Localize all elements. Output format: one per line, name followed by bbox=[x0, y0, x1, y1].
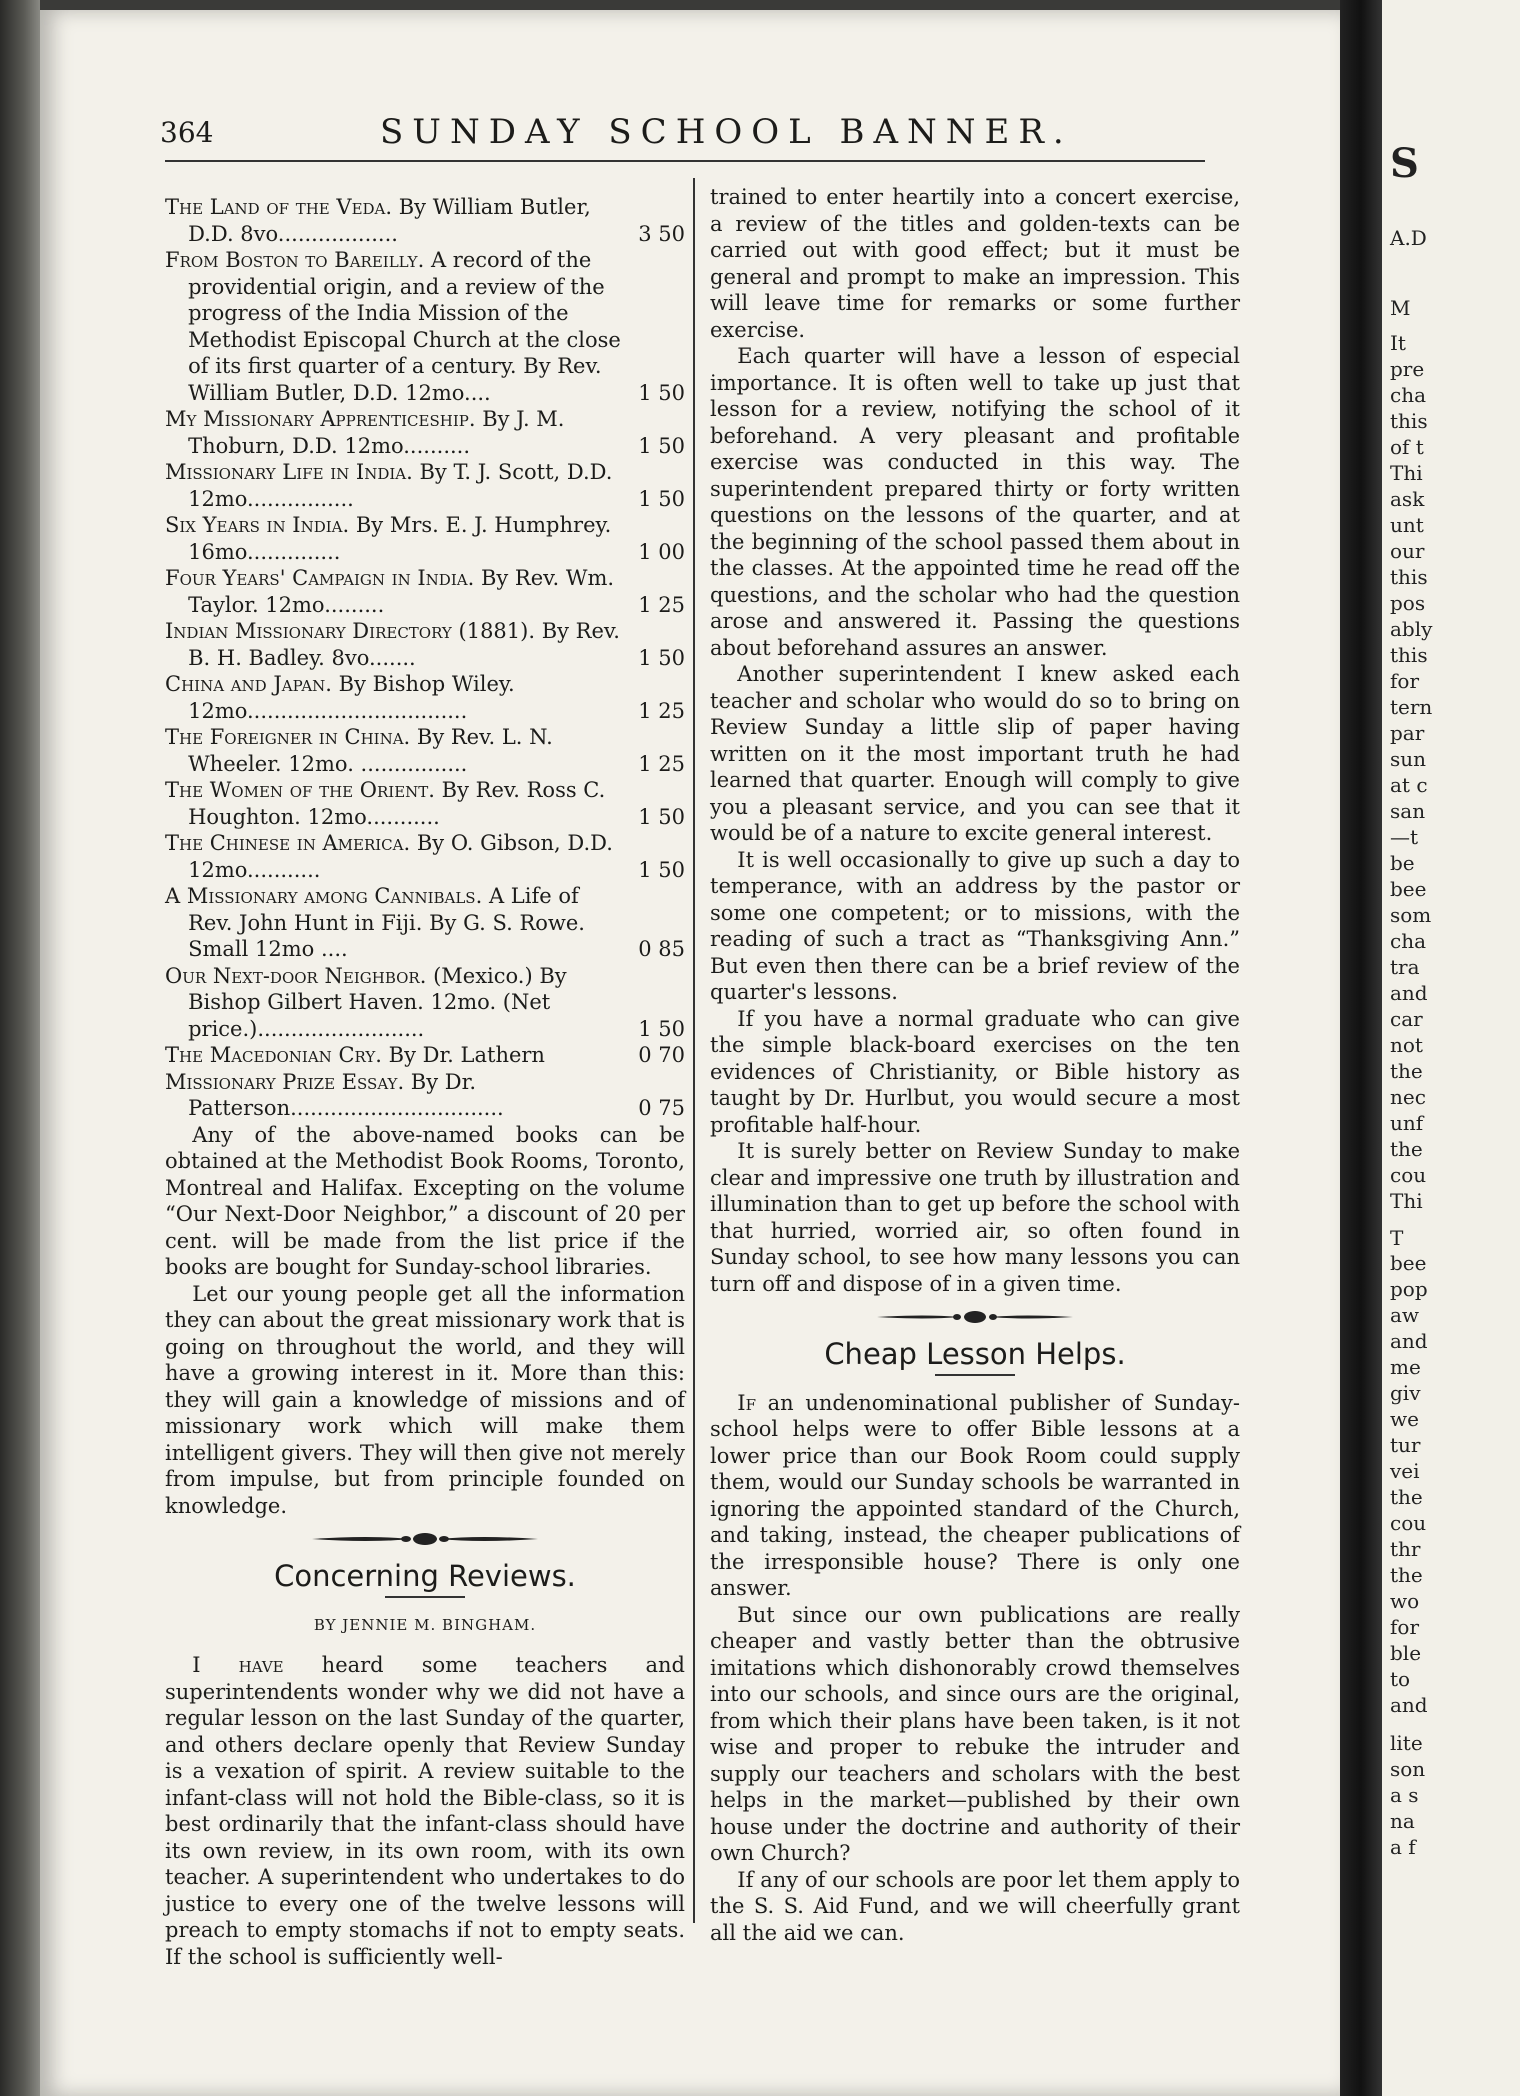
left-column bbox=[165, 194, 685, 1970]
facing-page-fragment: unf bbox=[1390, 1111, 1424, 1135]
book-details: By Dr. Lathern bbox=[381, 1043, 545, 1067]
book-price: 1 25 bbox=[638, 751, 685, 776]
book-details: By William Butler, D.D. 8vo.................. bbox=[188, 195, 591, 246]
facing-page-fragment: pos bbox=[1390, 591, 1426, 615]
book-details: By Bishop Wiley. 12mo................................. bbox=[188, 672, 515, 723]
paragraph: If any of our schools are poor let them apply to the S. S. Aid Fund, and we will cheerfully grant all the aid we can. bbox=[710, 1867, 1240, 1945]
book-description bbox=[165, 1069, 625, 1122]
page-header bbox=[160, 110, 1160, 160]
book-title: Missionary Life in India. bbox=[165, 460, 413, 484]
facing-page-fragment: som bbox=[1390, 903, 1432, 927]
lead-words: If bbox=[737, 1390, 756, 1415]
facing-page-fragment: our bbox=[1390, 539, 1425, 563]
facing-page-fragment: and bbox=[1390, 981, 1428, 1005]
paragraph: Let our young people get all the information they can about the great missionary work that is going on throughout the world, and they will have a growing interest in it. More than this: they will gain a knowledge of missions and of missionary work which will make them intelligent givers. They will then give not merely from impulse, but from principle founded on knowledge. bbox=[165, 1281, 685, 1518]
ornament-icon bbox=[875, 1307, 1075, 1327]
facing-page-fragment: cou bbox=[1390, 1511, 1427, 1535]
book-title: A Missionary among Cannibals. bbox=[165, 884, 483, 908]
facing-page-fragment: this bbox=[1390, 409, 1428, 433]
facing-page-fragment: at c bbox=[1390, 773, 1428, 797]
facing-page-fragment: T bbox=[1390, 1226, 1404, 1250]
book-description bbox=[165, 459, 625, 512]
book-price: 1 25 bbox=[638, 592, 685, 617]
facing-page-fragment: and bbox=[1390, 1693, 1428, 1717]
facing-page-fragment: ably bbox=[1390, 617, 1433, 641]
book-description bbox=[165, 565, 625, 618]
facing-page-fragment: tern bbox=[1390, 695, 1433, 719]
paragraph: Another superintendent I knew asked each teacher and scholar who would do so to bring on Review Sunday a little slip of paper having written on it the most important truth he had learned that quarter. Enough will comply to give you a pleasant service, and you can see that it would be of a nature to excite general interest. bbox=[710, 662, 1240, 845]
facing-page-fragment: It bbox=[1390, 331, 1406, 355]
facing-page-fragment: aw bbox=[1390, 1303, 1420, 1327]
book-description bbox=[165, 671, 625, 724]
facing-page-fragment: ask bbox=[1390, 487, 1425, 511]
book-description bbox=[165, 406, 625, 459]
book-entry bbox=[165, 724, 685, 777]
facing-page-fragment: cha bbox=[1390, 929, 1427, 953]
facing-page-fragment: tur bbox=[1390, 1433, 1421, 1457]
facing-page-fragment: son bbox=[1390, 1757, 1426, 1781]
book-spine bbox=[0, 0, 40, 2096]
section-title: Concerning Reviews. bbox=[274, 1559, 576, 1593]
facing-page-fragment: the bbox=[1390, 1563, 1423, 1587]
paragraph: But since our own publications are really cheaper and vastly better than the obtrusive imitations which dishonorably crowd themselves into our schools, and since ours are the original, from which their plans have been taken, is it not wise and proper to rebuke the intruder and supply our teachers and scholars with the best helps in the market—published by their own house under the doctrine and authority of their own Church? bbox=[710, 1602, 1240, 1865]
book-price: 1 50 bbox=[638, 433, 685, 458]
facing-page-fragment: we bbox=[1390, 1407, 1419, 1431]
book-title: My Missionary Apprenticeship. bbox=[165, 407, 476, 431]
book-price: 0 85 bbox=[638, 937, 685, 961]
facing-page-fragment: this bbox=[1390, 643, 1428, 667]
book-entry bbox=[165, 883, 685, 963]
paragraph bbox=[165, 1652, 685, 1970]
facing-page bbox=[1382, 0, 1520, 2096]
book-price: 1 50 bbox=[638, 804, 685, 829]
page-number: 364 bbox=[160, 116, 214, 149]
book-description bbox=[165, 724, 625, 777]
facing-page-fragment: this bbox=[1390, 565, 1428, 589]
book-price: 1 50 bbox=[638, 486, 685, 511]
book-entry bbox=[165, 565, 685, 618]
book-title: Missionary Prize Essay. bbox=[165, 1069, 405, 1094]
paragraph: Each quarter will have a lesson of especial importance. It is often well to take up just that lesson for a review, notifying the school of it beforehand. A very pleasant and profitable exercise was conducted in this way. The superintendent prepared thirty or forty written questions on the lessons of the quarter, and at the beginning of the school passed them about in the classes. At the appointed time he read off the questions, and the scholar who had the question arose and answered it. Passing the questions about beforehand assures an answer. bbox=[710, 344, 1240, 660]
lead-words: I have bbox=[192, 1653, 284, 1677]
paragraph-text: an undenominational publisher of Sunday-school helps were to offer Bible lessons at a lower price than our Book Room could supply them, would our Sunday schools be warranted in ignoring the appointed standard of the Church, and taking, instead, the cheaper publications of the irresponsible house? There is only one answer. bbox=[710, 1390, 1240, 1600]
right-column bbox=[710, 184, 1240, 1946]
book-description bbox=[165, 883, 625, 963]
facing-page-fragment: nec bbox=[1390, 1085, 1426, 1109]
book-title: The Land of the Veda. bbox=[165, 195, 393, 219]
facing-page-fragment: the bbox=[1390, 1485, 1423, 1509]
book-entry bbox=[165, 512, 685, 565]
facing-page-fragment: not bbox=[1390, 1033, 1423, 1057]
facing-page-fragment: be bbox=[1390, 851, 1415, 875]
facing-page-fragment: na bbox=[1390, 1809, 1415, 1833]
book-price: 1 50 bbox=[638, 1016, 685, 1041]
book-title: The Macedonian Cry. bbox=[165, 1043, 382, 1067]
paragraph bbox=[710, 1390, 1240, 1602]
facing-page-fragment: san bbox=[1390, 799, 1426, 823]
book-title: From Boston to Bareilly. bbox=[165, 248, 425, 272]
paragraph-continued: trained to enter heartily into a concert exercise, a review of the titles and golden-texts can be carried out with good effect; but it must be general and prompt to make an impression. This will leave time for remarks or some further exercise. bbox=[710, 185, 1240, 342]
book-entry bbox=[165, 963, 685, 1043]
book-price: 1 25 bbox=[638, 698, 685, 723]
book-price: 3 50 bbox=[638, 221, 685, 246]
facing-page-fragment: wo bbox=[1390, 1589, 1420, 1613]
book-details: By O. Gibson, D.D. 12mo........... bbox=[188, 831, 613, 882]
title-rule bbox=[935, 1374, 1015, 1376]
facing-page-fragment: ble bbox=[1390, 1641, 1422, 1665]
ornament-divider bbox=[710, 1297, 1240, 1337]
facing-page-fragment: tra bbox=[1390, 955, 1420, 979]
book-description bbox=[165, 1042, 625, 1069]
book-entry bbox=[165, 1042, 685, 1069]
facing-page-fragment: the bbox=[1390, 1137, 1423, 1161]
facing-page-fragment: for bbox=[1390, 1615, 1420, 1639]
book-title: The Foreigner in China. bbox=[165, 725, 411, 749]
facing-page-fragment: bee bbox=[1390, 877, 1427, 901]
book-details: A Life of Rev. John Hunt in Fiji. By G. S. Rowe. Small 12mo .... bbox=[188, 884, 585, 961]
book-entry bbox=[165, 247, 685, 406]
facing-page-fragment: me bbox=[1390, 1355, 1421, 1379]
facing-page-fragment: the bbox=[1390, 1059, 1423, 1083]
paragraph: It is surely better on Review Sunday to make clear and impressive one truth by illustration and illumination than to get up before the school with that hurried, worried air, so often found in Sunday school, to see how many lessons you can turn off and dispose of in a given time. bbox=[710, 1139, 1240, 1296]
book-entry bbox=[165, 1069, 685, 1122]
facing-page-fragment: A.D bbox=[1390, 226, 1427, 250]
facing-page-fragment: S bbox=[1390, 140, 1419, 187]
book-details: (Mexico.) By Bishop Gilbert Haven. 12mo. (Net price.)......................... bbox=[188, 963, 567, 1041]
book-description bbox=[165, 194, 625, 247]
ornament-icon bbox=[310, 1529, 540, 1549]
book-price: 1 50 bbox=[638, 857, 685, 882]
byline: BY JENNIE M. BINGHAM. bbox=[313, 1615, 537, 1634]
book-title: Four Years' Campaign in India. bbox=[165, 566, 475, 590]
book-details: By T. J. Scott, D.D. 12mo................ bbox=[188, 460, 613, 511]
book-entry bbox=[165, 194, 685, 247]
facing-page-fragment: M bbox=[1390, 296, 1411, 320]
facing-page-fragment: for bbox=[1390, 669, 1420, 693]
book-price: 1 50 bbox=[638, 645, 685, 670]
book-entry bbox=[165, 459, 685, 512]
book-details: By J. M. Thoburn, D.D. 12mo.......... bbox=[188, 407, 565, 458]
title-rule bbox=[385, 1596, 465, 1598]
facing-page-fragment: lite bbox=[1390, 1731, 1423, 1755]
book-description bbox=[165, 618, 625, 671]
header-rule bbox=[165, 160, 1205, 162]
book-details: By Dr. Patterson................................ bbox=[188, 1069, 504, 1120]
facing-page-fragment: a f bbox=[1390, 1835, 1416, 1859]
facing-page-fragment: par bbox=[1390, 721, 1425, 745]
facing-page-fragment: car bbox=[1390, 1007, 1423, 1031]
facing-page-fragment: Thi bbox=[1390, 1189, 1423, 1213]
facing-page-fragment: sun bbox=[1390, 747, 1427, 771]
book-title: The Women of the Orient. bbox=[165, 778, 435, 802]
book-details: A record of the providential origin, and a review of the progress of the India Mission of the Methodist Episcopal Church at the close of its first quarter of a century. By Rev. William Butler, D.D. 12mo.... bbox=[188, 248, 621, 405]
ornament-divider bbox=[165, 1519, 685, 1559]
paragraph: If you have a normal graduate who can give the simple black-board exercises on the ten evidences of Christianity, or Bible history as taught by Dr. Hurlbut, you would secure a most profitable half-hour. bbox=[710, 1006, 1240, 1137]
paragraph: Any of the above-named books can be obtained at the Methodist Book Rooms, Toronto, Montreal and Halifax. Excepting on the volume “Our Next-Door Neighbor,” a discount of 20 per cent. will be made from the list price if the books are bought for Sunday-school libraries. bbox=[165, 1122, 685, 1279]
facing-page-fragment: giv bbox=[1390, 1381, 1421, 1405]
column-rule bbox=[693, 178, 695, 1923]
running-title: SUNDAY SCHOOL BANNER. bbox=[380, 112, 1073, 152]
book-description bbox=[165, 512, 625, 565]
facing-page-fragment: pop bbox=[1390, 1277, 1428, 1301]
book-entry bbox=[165, 777, 685, 830]
facing-page-fragment: to bbox=[1390, 1667, 1411, 1691]
book-description bbox=[165, 963, 625, 1043]
facing-page-fragment: and bbox=[1390, 1329, 1428, 1353]
book-title: China and Japan. bbox=[165, 672, 332, 696]
facing-page-fragment: bee bbox=[1390, 1251, 1427, 1275]
book-details: By Rev. Ross C. Houghton. 12mo........... bbox=[188, 778, 606, 829]
book-title: Our Next-door Neighbor. bbox=[165, 963, 427, 988]
book-price: 0 70 bbox=[638, 1043, 685, 1067]
facing-page-fragment: of t bbox=[1390, 435, 1424, 459]
book-description bbox=[165, 777, 625, 830]
book-entry bbox=[165, 671, 685, 724]
section-title: Cheap Lesson Helps. bbox=[824, 1337, 1126, 1371]
book-details: By Rev. L. N. Wheeler. 12mo. ................ bbox=[188, 725, 553, 776]
book-price: 1 50 bbox=[638, 380, 685, 405]
book-details: By Mrs. E. J. Humphrey. 16mo.............. bbox=[188, 513, 612, 564]
book-title: Six Years in India. bbox=[165, 513, 350, 537]
facing-page-fragment: —t bbox=[1390, 825, 1419, 849]
facing-page-fragment: a s bbox=[1390, 1783, 1419, 1807]
book-title: The Chinese in America. bbox=[165, 831, 411, 855]
book-gutter bbox=[1340, 0, 1382, 2096]
facing-page-fragment: cha bbox=[1390, 383, 1427, 407]
book-entry bbox=[165, 618, 685, 671]
book-details: (1881). By Rev. B. H. Badley. 8vo....... bbox=[188, 619, 620, 670]
book-entry bbox=[165, 830, 685, 883]
book-description bbox=[165, 247, 625, 406]
facing-page-fragment: pre bbox=[1390, 357, 1425, 381]
book-price: 1 00 bbox=[638, 539, 685, 564]
paragraph: It is well occasionally to give up such a day to temperance, with an address by the pastor or some one competent; or to missions, with the reading of such a tract as “Thanksgiving Ann.” But even then there can be a brief review of the quarter's lessons. bbox=[710, 847, 1240, 1004]
facing-page-fragment: unt bbox=[1390, 513, 1424, 537]
book-list bbox=[165, 194, 685, 1122]
book-details: By Rev. Wm. Taylor. 12mo......... bbox=[188, 566, 615, 617]
facing-page-fragment: thr bbox=[1390, 1537, 1421, 1561]
book-description bbox=[165, 830, 625, 883]
book-price: 0 75 bbox=[638, 1096, 685, 1120]
book-title: Indian Missionary Directory bbox=[165, 619, 452, 643]
book-entry bbox=[165, 406, 685, 459]
paragraph-text: heard some teachers and superintendents wonder why we did not have a regular lesson on the last Sunday of the quarter, and others declare openly that Review Sunday is a vexation of spirit. A review suitable to the infant-class will not hold the Bible-class, so it is best ordinarily that the infant-class should have its own review, in its own room, with its own teacher. A superintendent who undertakes to do justice to every one of the twelve lessons will preach to empty stomachs if not to empty seats. If the school is sufficiently well- bbox=[165, 1653, 685, 1969]
facing-page-fragment: Thi bbox=[1390, 461, 1423, 485]
facing-page-fragment: cou bbox=[1390, 1163, 1427, 1187]
facing-page-fragment: vei bbox=[1390, 1459, 1420, 1483]
